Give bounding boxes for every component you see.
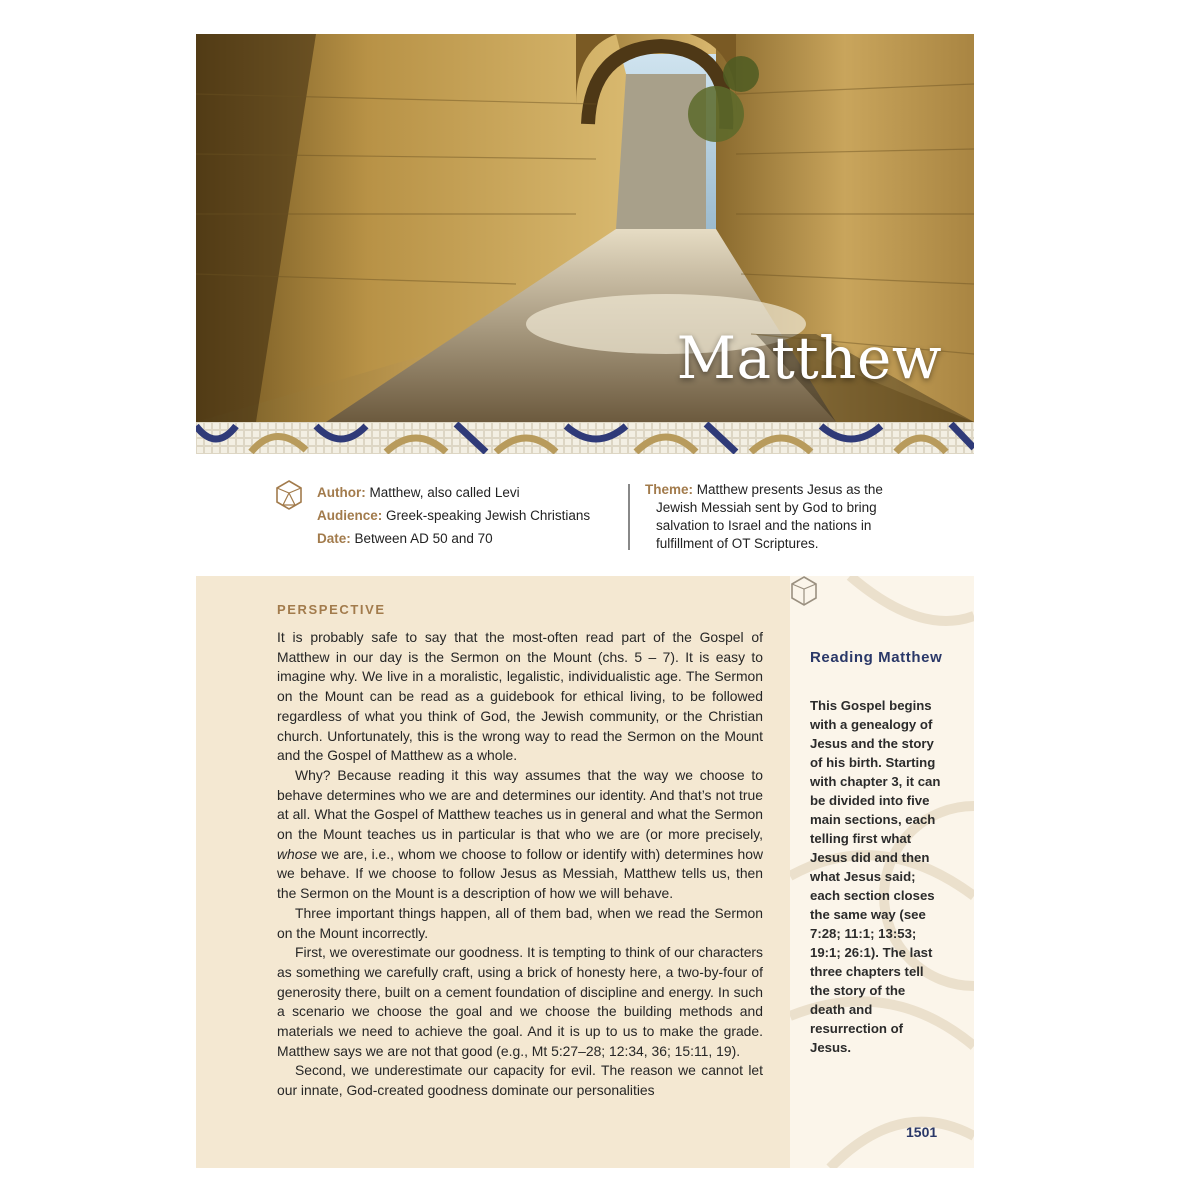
theme-value: Matthew presents Jesus as the Jewish Messiah sent by God to bring salvation to Israel and the nations in fulfillment of OT Scriptures.: [656, 482, 883, 551]
polyhedron-icon: [790, 576, 818, 606]
fact-author: [317, 481, 617, 504]
paragraph-2: [277, 766, 763, 904]
paragraph-2-part-1: Why? Because reading it this way assumes that the way we choose to behave determines who we are and determines our identity. And that’s not true at all. What the Gospel of Matthew teaches us in general and what the Sermon on the Mount teaches us in particular is that who we are (or more precisely,: [277, 766, 763, 843]
facts-divider: [628, 484, 630, 550]
book-facts: [317, 481, 617, 550]
theme-label: Theme:: [645, 482, 694, 497]
paragraph-2-emphasis: whose: [277, 845, 318, 862]
paragraph-1: It is probably safe to say that the most-often read part of the Gospel of Matthew in our day is the Sermon on the Mount (chs. 5 – 7). It is easy to imagine why. We live in a moralistic, legalistic, individualistic age. The Sermon on the Mount can be read as a guidebook for ethical living, to be followed regardless of what you think of God, the Jewish community, or the Christian church. Unfortunately, this is the wrong way to read the Sermon on the Mount and the Gospel of Matthew as a whole.: [277, 629, 763, 764]
audience-label: Audience:: [317, 508, 383, 523]
reading-sidebar: [790, 576, 974, 1168]
fact-theme: [645, 481, 913, 553]
polyhedron-icon: [275, 480, 303, 510]
perspective-article: [277, 628, 763, 1101]
audience-value: Greek-speaking Jewish Christians: [386, 508, 591, 523]
header-photo: [196, 34, 974, 422]
paragraph-5: Second, we underestimate our capacity for evil. The reason we cannot let our innate, God-created goodness dominate our personalities: [277, 1062, 763, 1099]
fact-date: [317, 527, 617, 550]
paragraph-3: Three important things happen, all of them bad, when we read the Sermon on the Mount incorrectly.: [277, 904, 763, 941]
page-number: 1501: [906, 1124, 938, 1140]
date-value: Between AD 50 and 70: [354, 531, 493, 546]
mosaic-border: [196, 422, 974, 454]
sidebar-text: This Gospel begins with a genealogy of Jesus and the story of his birth. Starting with chapter 3, it can be divided into five main sections, each telling first what Jesus did and then what Jesus said; each section closes the same way (see 7:28; 11:1; 13:53; 19:1; 26:1). The last three chapters tell the story of the death and resurrection of Jesus.: [810, 698, 941, 1055]
author-value: Matthew, also called Levi: [369, 485, 520, 500]
mosaic-pattern-illustration: [196, 422, 974, 454]
author-label: Author:: [317, 485, 366, 500]
date-label: Date:: [317, 531, 351, 546]
sidebar-title: Reading Matthew: [810, 649, 943, 666]
paragraph-2-part-2: we are, i.e., whom we choose to follow or identify with) determines how we behave. If we choose to follow Jesus as Messiah, Matthew tells us, then the Sermon on the Mount is a description of how we will behave.: [277, 845, 763, 902]
theme-text: [645, 481, 913, 553]
paragraph-4: First, we overestimate our goodness. It is tempting to think of our characters as something we carefully craft, using a brick of honesty here, a two-by-four of generosity there, built on a cement foundation of discipline and energy. In such a scenario we choose the goal and we choose the building methods and materials we need to achieve the goal. And it is up to us to make the grade. Matthew says we are not that good (e.g., Mt 5:27–28; 12:34, 36; 15:11, 19).: [277, 944, 763, 1059]
fact-audience: [317, 504, 617, 527]
book-title: Matthew: [676, 324, 942, 392]
perspective-heading: PERSPECTIVE: [277, 602, 386, 617]
